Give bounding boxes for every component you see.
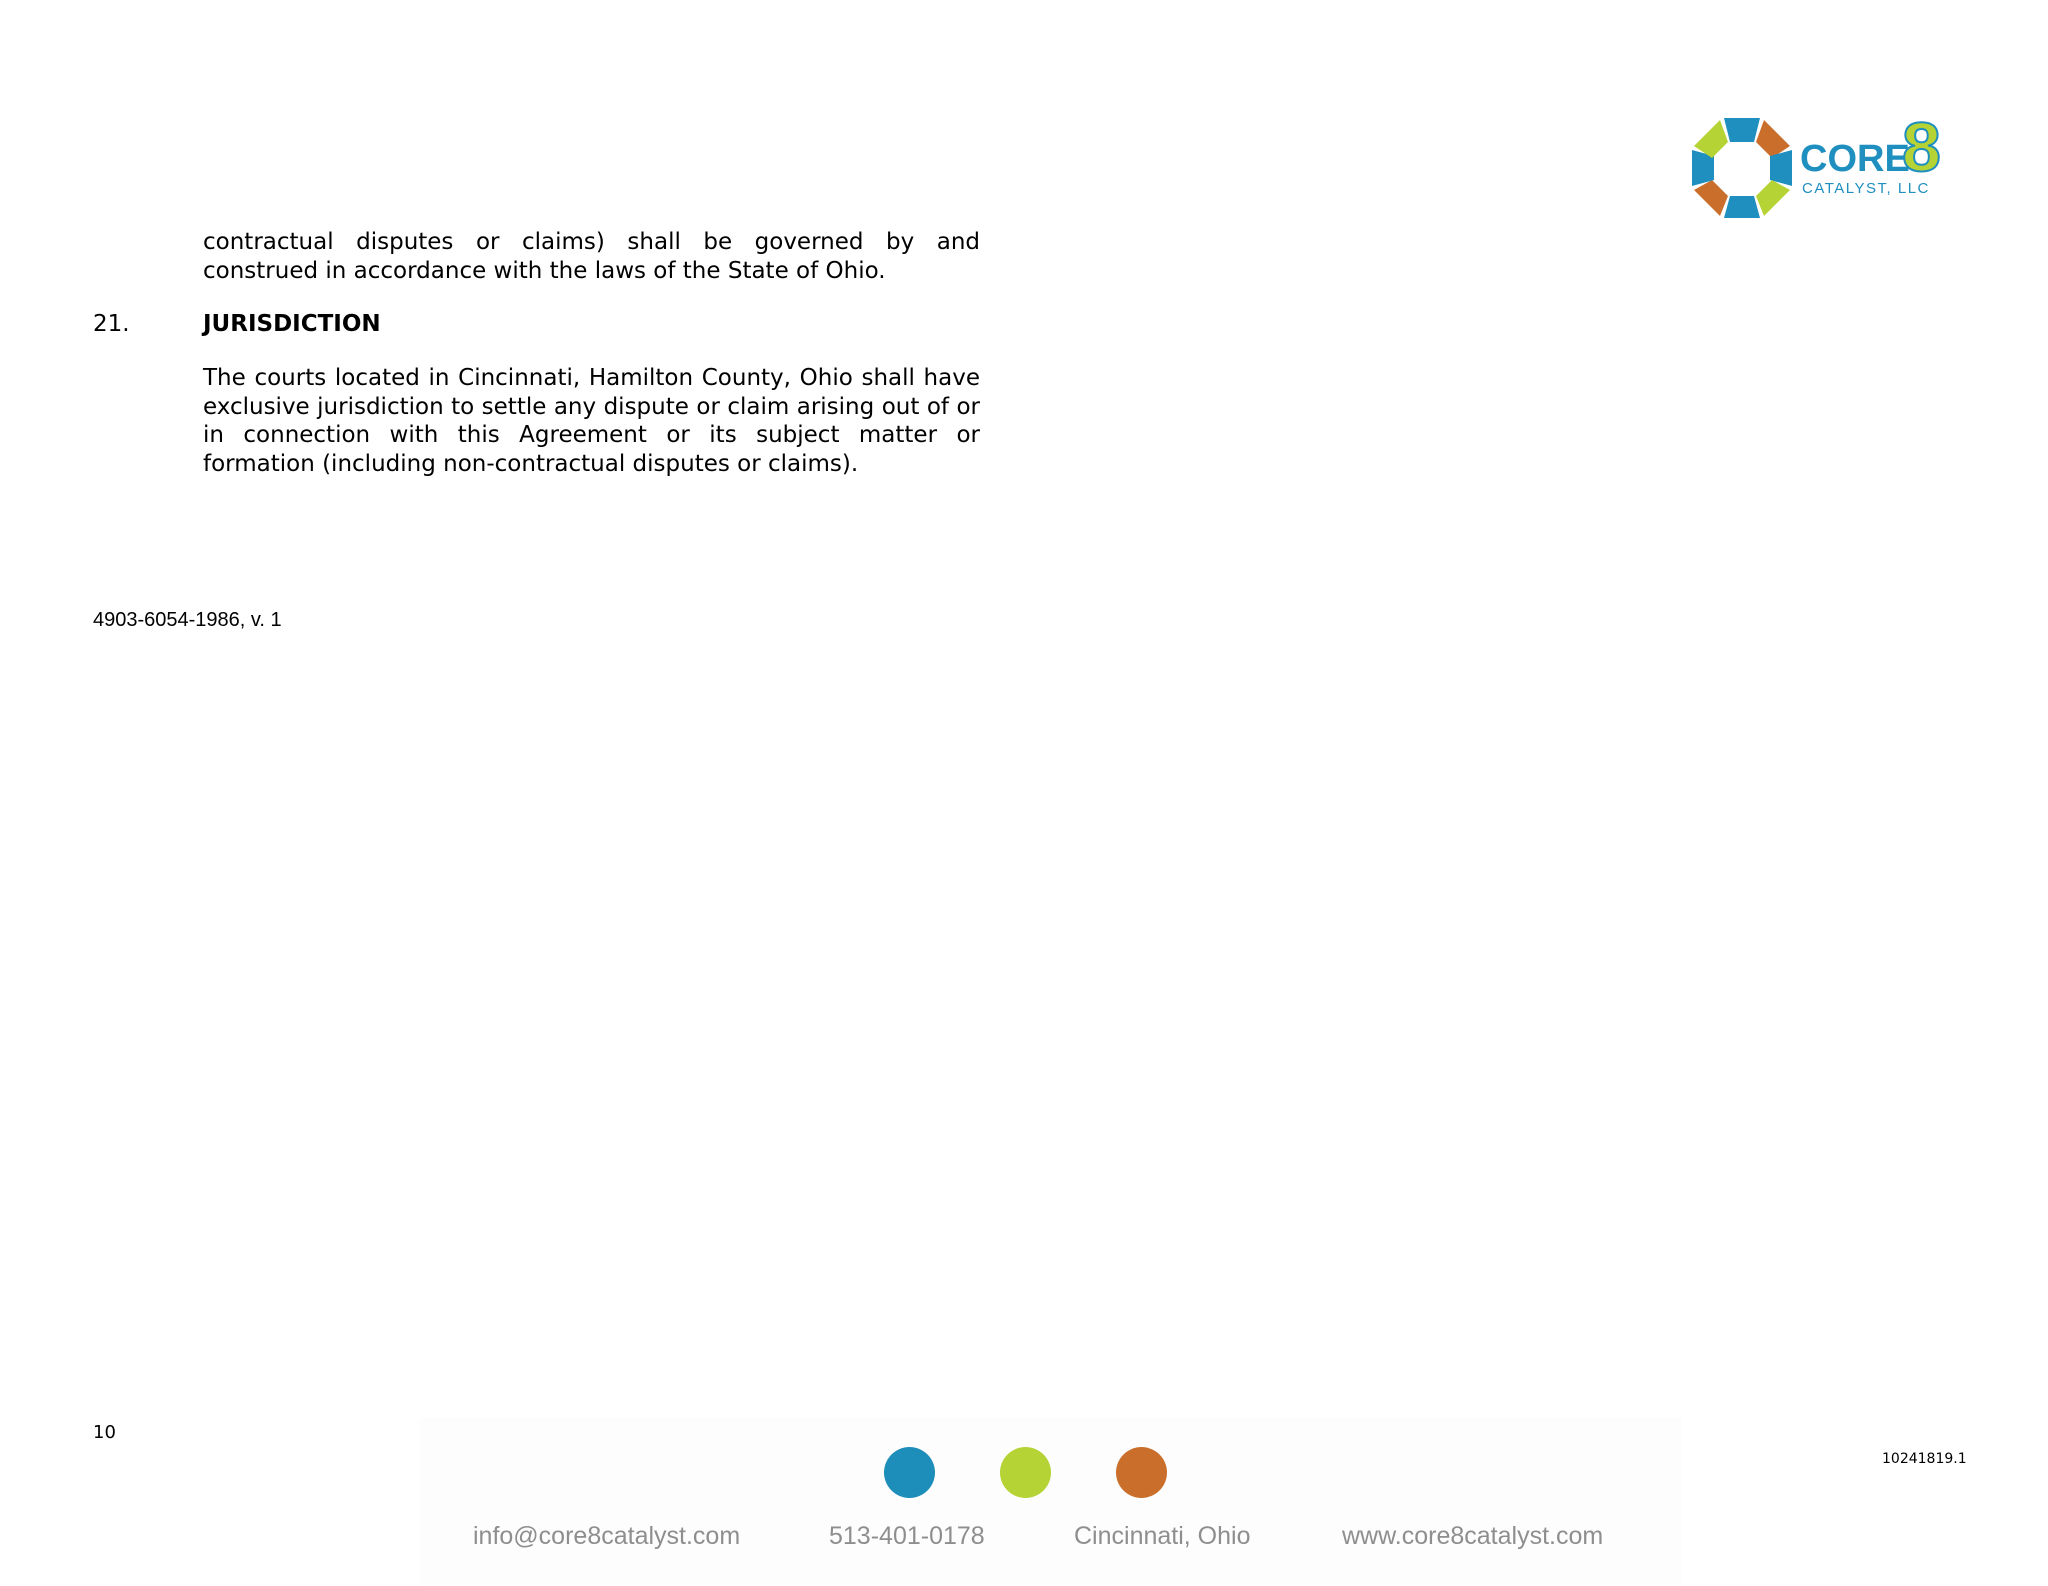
footer-email: info@core8catalyst.com [473, 1522, 741, 1550]
document-id: 4903-6054-1986, v. 1 [93, 609, 282, 631]
logo-subtitle: CATALYST, LLC [1802, 180, 1930, 197]
footer-phone: 513-401-0178 [829, 1522, 985, 1550]
green-dot-icon [1000, 1447, 1051, 1498]
company-logo [1690, 108, 1950, 232]
section-paragraph: The courts located in Cincinnati, Hamilton County, Ohio shall have exclusive jurisdiction to settle any dispute or claim arising out of or in connection with this Agreement or its subject matter or formation (including non-contractual disputes or claims). [203, 365, 980, 477]
page-number: 10 [93, 1422, 116, 1443]
logo-numeral: 8 [1902, 108, 1941, 186]
logo-wordmark: CORE [1800, 138, 1910, 180]
footer-website: www.core8catalyst.com [1342, 1522, 1604, 1550]
octagon-logo-icon [1690, 112, 1800, 224]
footer-location: Cincinnati, Ohio [1074, 1522, 1251, 1550]
section-number: 21. [93, 311, 130, 337]
section-title: JURISDICTION [203, 311, 381, 337]
orange-dot-icon [1116, 1447, 1167, 1498]
reference-number: 10241819.1 [1882, 1451, 1967, 1467]
letterhead-footer [420, 1418, 1682, 1586]
continuation-paragraph: contractual disputes or claims) shall be governed by and construed in accordance with the laws of the State of Ohio. [203, 229, 980, 284]
blue-dot-icon [884, 1447, 935, 1498]
